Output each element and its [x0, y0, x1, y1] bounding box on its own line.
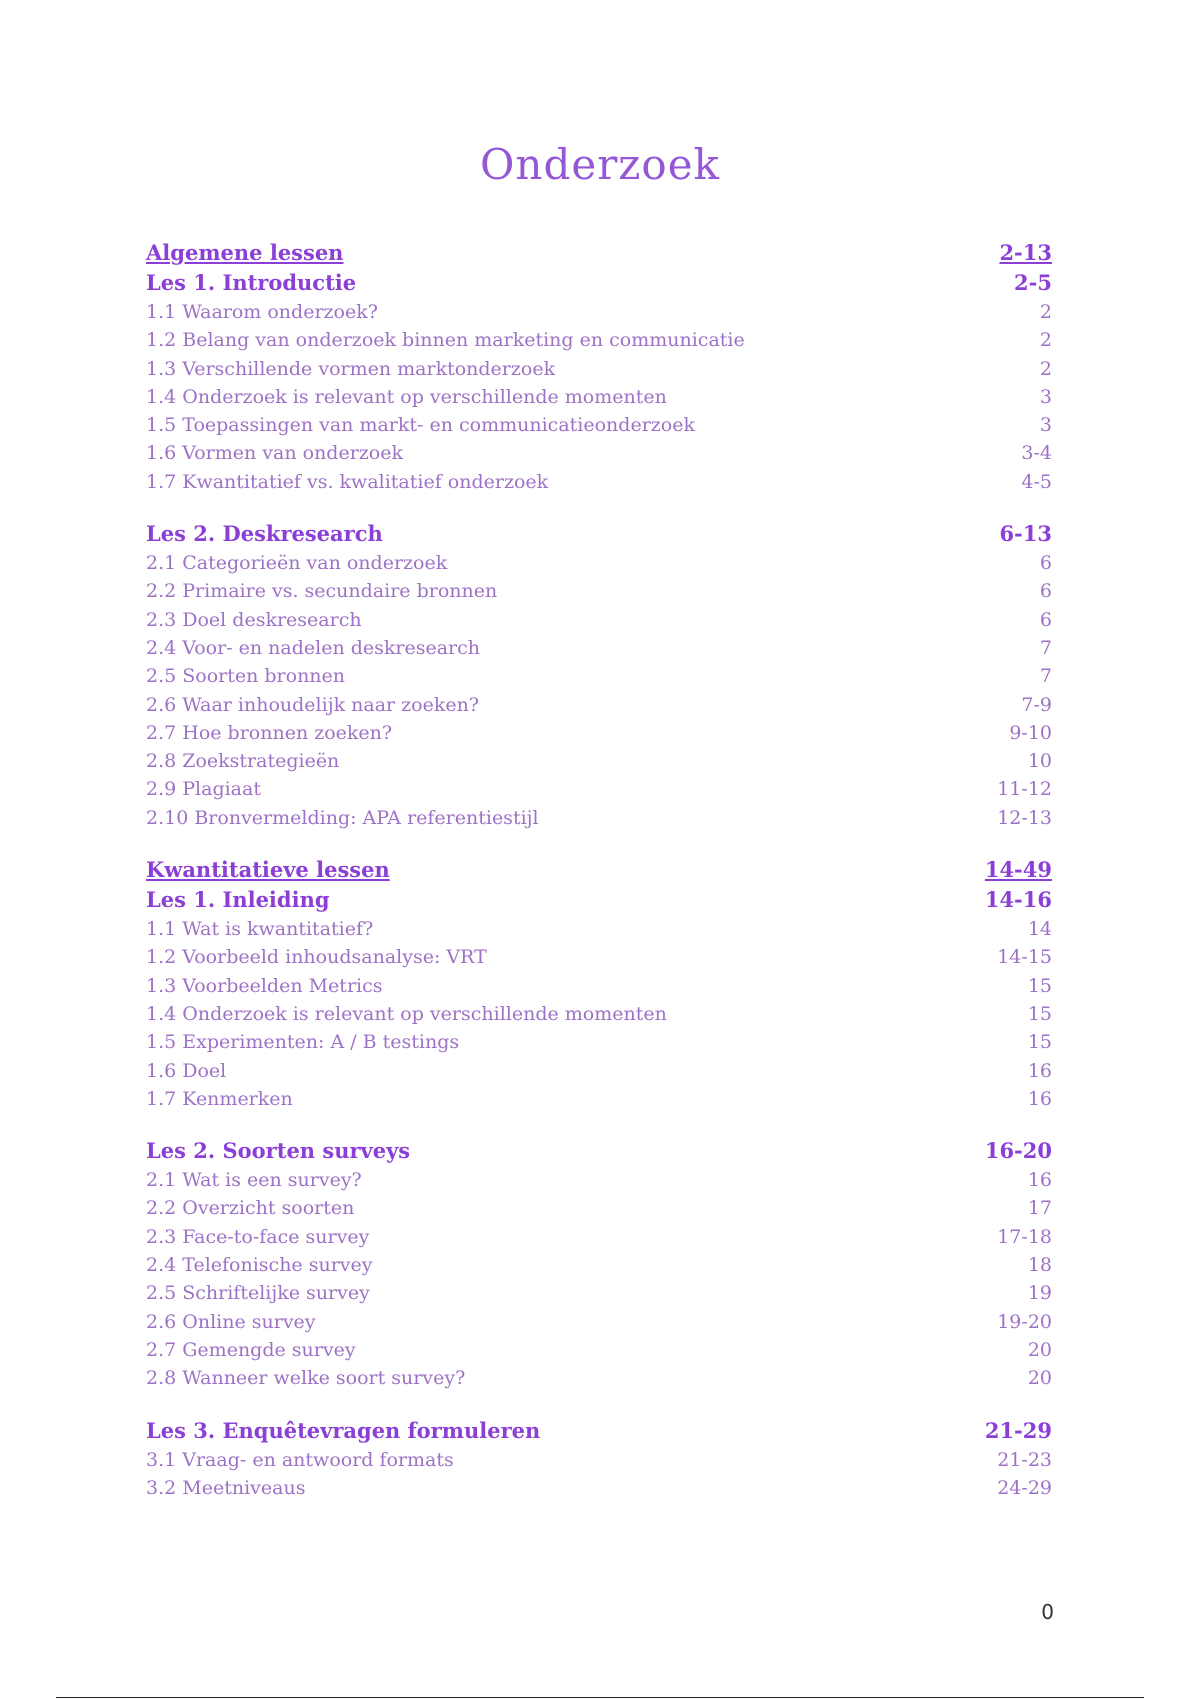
toc-lesson-heading [146, 270, 1052, 301]
toc-entry-pages: 7 [1039, 636, 1052, 659]
toc-entry-pages: 3 [1039, 385, 1052, 408]
toc-entry [146, 1088, 1052, 1116]
toc-entry-label: 1.2 Belang van onderzoek binnen marketing en communicatie [146, 329, 745, 352]
toc-entry-pages: 15 [1027, 1031, 1052, 1054]
toc-entry-pages: 14 [1027, 918, 1052, 941]
toc-section [146, 521, 1052, 835]
toc-entry-label: 1.5 Toepassingen van markt- en communicatieonderzoek [146, 414, 695, 437]
toc-entry-pages: 17-18 [997, 1225, 1052, 1248]
toc-entry-label: 2.5 Soorten bronnen [146, 665, 346, 688]
toc-lesson-heading-pages: 6-13 [999, 521, 1052, 547]
toc-entry [146, 694, 1052, 722]
toc-lesson-heading-pages: 21-29 [984, 1417, 1052, 1443]
toc-entry [146, 1197, 1052, 1225]
toc-entry [146, 386, 1052, 414]
toc-entry [146, 722, 1052, 750]
toc-lesson-heading-pages: 16-20 [984, 1138, 1052, 1164]
toc-entry-label: 1.1 Waarom onderzoek? [146, 301, 378, 323]
toc-part-heading [146, 240, 1052, 270]
toc-entry-label: 2.8 Zoekstrategieën [146, 750, 340, 773]
toc-entry [146, 414, 1052, 442]
toc-entry-pages: 6 [1039, 552, 1052, 575]
toc-lesson-heading [146, 1138, 1052, 1169]
toc-entry-label: 1.1 Wat is kwantitatief? [146, 918, 374, 941]
page-title: Onderzoek [479, 140, 721, 189]
toc-lesson-heading [146, 887, 1052, 918]
page-number: 0 [1041, 1600, 1054, 1624]
toc-entry-label: 2.2 Primaire vs. secundaire bronnen [146, 580, 498, 603]
toc-entry-pages: 4-5 [1021, 470, 1052, 493]
toc-entry [146, 1003, 1052, 1031]
toc-entry [146, 1311, 1052, 1339]
toc-part-heading [146, 857, 1052, 887]
toc-entry-pages: 2 [1039, 329, 1052, 352]
toc-part-heading-pages: 14-49 [984, 857, 1052, 883]
toc-entry-label: 1.3 Voorbeelden Metrics [146, 974, 383, 997]
toc-entry-label: 1.7 Kwantitatief vs. kwalitatief onderzoek [146, 470, 549, 493]
toc-entry [146, 1060, 1052, 1088]
table-of-contents [146, 240, 1052, 1505]
toc-entry-pages: 21-23 [997, 1448, 1052, 1471]
toc-entry-pages: 16 [1027, 1087, 1052, 1110]
toc-entry [146, 442, 1052, 470]
toc-entry-label: 2.3 Doel deskresearch [146, 608, 362, 631]
toc-entry [146, 946, 1052, 974]
toc-entry-label: 2.7 Gemengde survey [146, 1338, 356, 1361]
toc-entry [146, 1254, 1052, 1282]
toc-entry-label: 2.10 Bronvermelding: APA referentiestijl [146, 806, 539, 829]
toc-entry-label: 1.3 Verschillende vormen marktonderzoek [146, 357, 556, 380]
toc-entry-label: 1.6 Vormen van onderzoek [146, 442, 404, 465]
toc-entry-label: 2.4 Telefonische survey [146, 1254, 373, 1277]
toc-entry-pages: 19 [1027, 1282, 1052, 1305]
toc-entry [146, 1226, 1052, 1254]
toc-entry-pages: 19-20 [997, 1310, 1052, 1333]
toc-entry-pages: 17 [1027, 1197, 1052, 1220]
toc-entry [146, 1367, 1052, 1395]
toc-entry [146, 1477, 1052, 1505]
toc-part-heading-label: Algemene lessen [146, 240, 344, 265]
toc-part-heading-label: Kwantitatieve lessen [146, 857, 390, 883]
toc-lesson-heading-label: Les 1. Introductie [146, 270, 357, 295]
toc-entry [146, 807, 1052, 835]
toc-part-heading-pages: 2-13 [999, 240, 1052, 265]
toc-section [146, 240, 1052, 499]
toc-entry [146, 609, 1052, 637]
toc-entry-pages: 2 [1039, 357, 1052, 380]
toc-entry [146, 471, 1052, 499]
toc-entry-pages: 24-29 [997, 1476, 1052, 1499]
toc-entry [146, 918, 1052, 946]
toc-entry-label: 1.4 Onderzoek is relevant op verschillende momenten [146, 385, 667, 408]
toc-entry [146, 329, 1052, 357]
toc-entry-label: 2.1 Categorieën van onderzoek [146, 552, 448, 575]
toc-entry [146, 778, 1052, 806]
toc-entry [146, 301, 1052, 329]
toc-entry-pages: 10 [1027, 750, 1052, 773]
toc-entry-label: 2.5 Schriftelijke survey [146, 1282, 370, 1305]
toc-lesson-heading [146, 521, 1052, 552]
toc-entry-pages: 7 [1039, 665, 1052, 688]
toc-entry-label: 2.1 Wat is een survey? [146, 1169, 362, 1192]
toc-entry-label: 2.6 Online survey [146, 1310, 316, 1333]
toc-entry [146, 750, 1052, 778]
toc-entry-pages: 7-9 [1021, 693, 1052, 716]
toc-section [146, 857, 1052, 1116]
toc-entry-label: 2.6 Waar inhoudelijk naar zoeken? [146, 693, 480, 716]
toc-entry-pages: 20 [1027, 1367, 1052, 1390]
toc-entry-label: 2.8 Wanneer welke soort survey? [146, 1367, 466, 1390]
toc-entry-label: 2.2 Overzicht soorten [146, 1197, 355, 1220]
toc-entry-label: 2.9 Plagiaat [146, 778, 261, 801]
toc-entry [146, 358, 1052, 386]
toc-lesson-heading-label: Les 1. Inleiding [146, 887, 330, 913]
toc-entry-label: 1.2 Voorbeeld inhoudsanalyse: VRT [146, 946, 487, 969]
toc-entry-label: 2.7 Hoe bronnen zoeken? [146, 721, 393, 744]
toc-entry-label: 1.6 Doel [146, 1059, 227, 1082]
toc-entry-pages: 6 [1039, 608, 1052, 631]
toc-lesson-heading-pages: 2-5 [1014, 270, 1052, 295]
toc-entry-pages: 9-10 [1009, 721, 1052, 744]
toc-entry-pages: 16 [1027, 1169, 1052, 1192]
toc-lesson-heading-label: Les 2. Soorten surveys [146, 1138, 411, 1164]
toc-section [146, 1138, 1052, 1395]
toc-entry-label: 1.4 Onderzoek is relevant op verschillende momenten [146, 1002, 667, 1025]
toc-entry-label: 3.1 Vraag- en antwoord formats [146, 1448, 454, 1471]
toc-entry [146, 1031, 1052, 1059]
toc-entry-label: 3.2 Meetniveaus [146, 1476, 306, 1499]
toc-entry-pages: 3-4 [1021, 442, 1052, 465]
toc-entry-pages: 15 [1027, 974, 1052, 997]
toc-entry-pages: 2 [1039, 301, 1052, 323]
toc-entry [146, 552, 1052, 580]
toc-section [146, 1418, 1052, 1506]
bottom-divider [56, 1697, 1144, 1698]
toc-entry [146, 975, 1052, 1003]
toc-entry-pages: 12-13 [997, 806, 1052, 829]
toc-entry [146, 1339, 1052, 1367]
toc-entry-pages: 20 [1027, 1338, 1052, 1361]
toc-entry-label: 2.4 Voor- en nadelen deskresearch [146, 636, 481, 659]
toc-entry [146, 580, 1052, 608]
toc-entry-pages: 14-15 [997, 946, 1052, 969]
toc-entry-pages: 15 [1027, 1002, 1052, 1025]
toc-entry-pages: 3 [1039, 414, 1052, 437]
toc-lesson-heading [146, 1418, 1052, 1449]
toc-lesson-heading-label: Les 2. Deskresearch [146, 521, 383, 547]
toc-entry [146, 1282, 1052, 1310]
toc-entry-pages: 11-12 [997, 778, 1052, 801]
toc-entry [146, 1449, 1052, 1477]
toc-entry [146, 637, 1052, 665]
toc-lesson-heading-label: Les 3. Enquêtevragen formuleren [146, 1417, 541, 1443]
toc-lesson-heading-pages: 14-16 [984, 887, 1052, 913]
toc-entry-pages: 16 [1027, 1059, 1052, 1082]
toc-entry-label: 1.5 Experimenten: A / B testings [146, 1031, 460, 1054]
toc-entry-pages: 6 [1039, 580, 1052, 603]
toc-entry-pages: 18 [1027, 1254, 1052, 1277]
toc-entry-label: 2.3 Face-to-face survey [146, 1225, 370, 1248]
toc-entry-label: 1.7 Kenmerken [146, 1087, 293, 1110]
toc-entry [146, 1169, 1052, 1197]
toc-entry [146, 665, 1052, 693]
